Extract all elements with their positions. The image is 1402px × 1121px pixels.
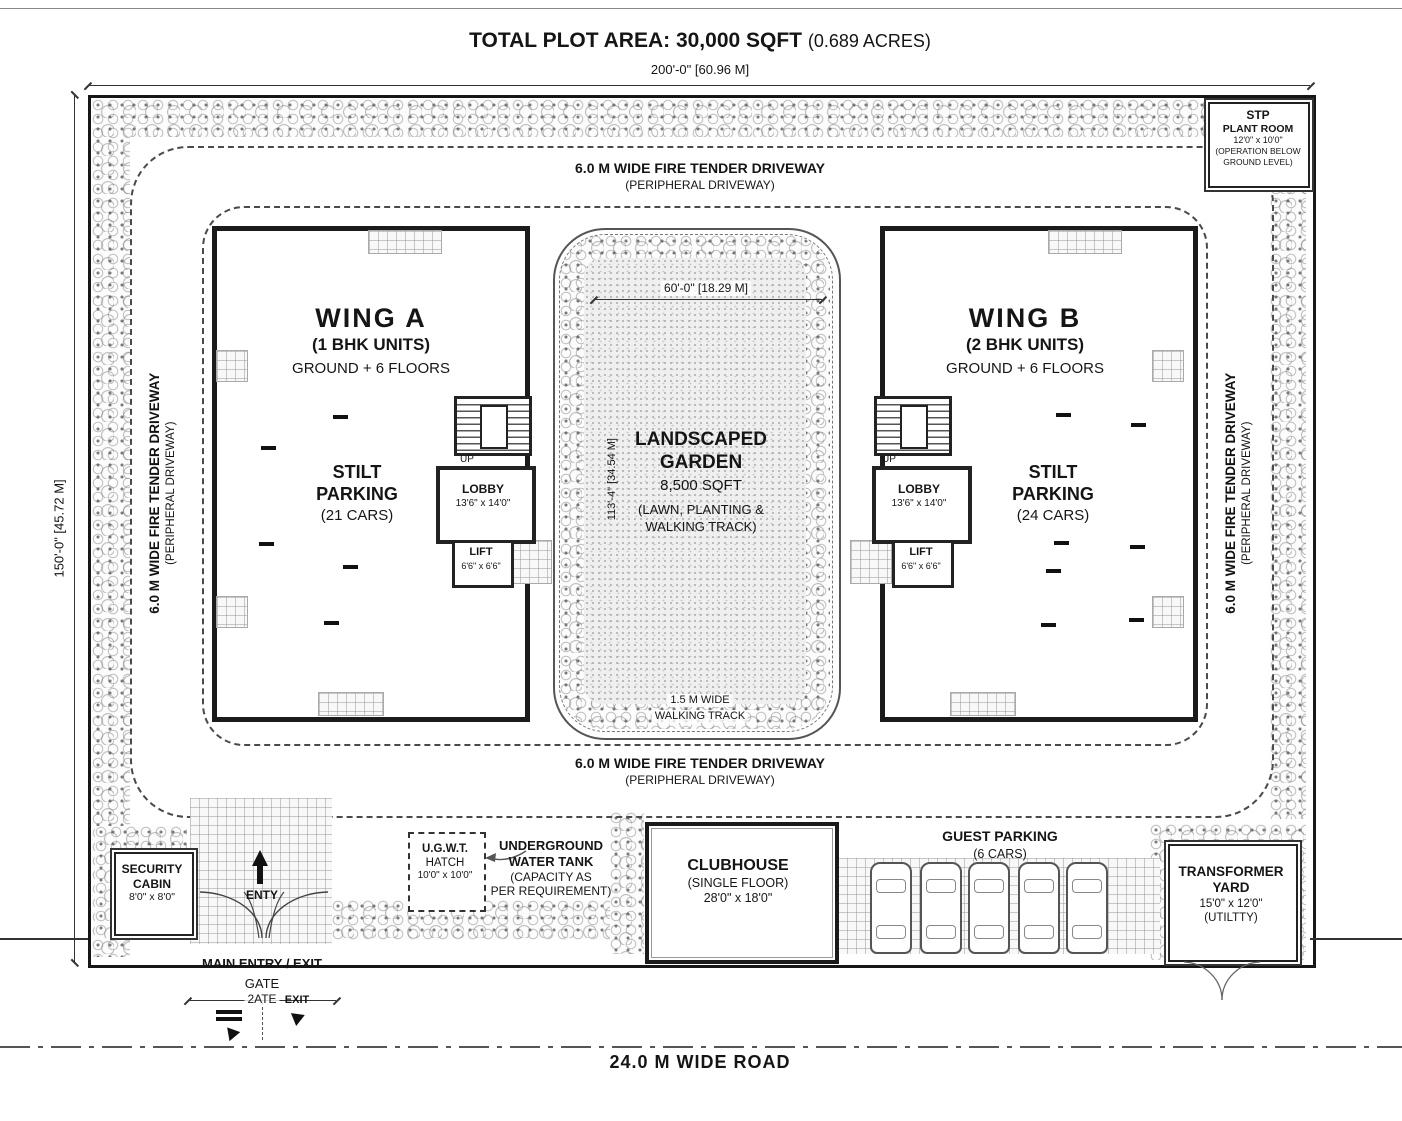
ugwt-line1: U.G.W.T. — [422, 843, 468, 855]
stp-line5: GROUND LEVEL) — [1223, 156, 1293, 167]
parking-dash — [1131, 423, 1146, 427]
parking-dash — [1041, 623, 1056, 627]
transformer-line3: 15'0" x 12'0" — [1199, 897, 1263, 910]
driveway-label-right-line2: (PERIPHERAL DRIVEWAY) — [1240, 421, 1253, 565]
driveway-label-left-line2: (PERIPHERAL DRIVEWAY) — [164, 421, 177, 565]
entry-arrow-icon — [252, 850, 268, 866]
parking-dash — [261, 446, 276, 450]
gate-dimension-text: 2ATE — [244, 992, 279, 1007]
car-rear-window — [926, 925, 956, 939]
garden-area: 8,500 SQFT — [660, 477, 742, 494]
parking-dash — [1129, 618, 1144, 622]
transformer-line4: (UTILTTY) — [1204, 911, 1258, 924]
car-windshield — [1024, 879, 1054, 893]
parking-dash — [1130, 545, 1145, 549]
wing-b-garden-link-paving — [850, 540, 892, 584]
road-centerline — [0, 1046, 1402, 1048]
transformer-line1: TRANSFORMER — [1178, 864, 1284, 879]
walking-track-label-line1: 1.5 M WIDE — [667, 694, 732, 707]
road-label: 24.0 M WIDE ROAD — [595, 1052, 804, 1074]
security-line1: SECURITY — [121, 862, 183, 876]
wing-b-lift-label: LIFT — [909, 546, 933, 558]
transformer-label — [1179, 864, 1284, 925]
title-bold: TOTAL PLOT AREA: 30,000 SQFT — [469, 29, 803, 52]
transformer-line2: YARD — [1212, 880, 1250, 896]
car-windshield — [1072, 879, 1102, 893]
parking-dash — [1056, 413, 1071, 417]
exit-direction-icon — [289, 1013, 305, 1027]
entry-label: ENTY — [245, 888, 279, 902]
wing-b-parking-line1: STILT — [1028, 462, 1078, 482]
plot-height-dimension-line — [74, 95, 75, 962]
parking-dash — [259, 542, 274, 546]
wing-a-lift-label: LIFT — [469, 546, 493, 558]
stp-label — [1215, 108, 1300, 167]
wing-b-lobby-label: LOBBY — [898, 482, 940, 496]
wing-a-left-hatch-2 — [216, 596, 248, 628]
tree-belt-right — [1270, 99, 1306, 819]
driveway-sublabel-bottom: (PERIPHERAL DRIVEWAY) — [625, 773, 775, 787]
wing-a-top-notch-paving — [368, 230, 442, 254]
wing-a-stair-landing — [480, 405, 508, 449]
driveway-label-top: 6.0 M WIDE FIRE TENDER DRIVEWAY — [575, 160, 825, 176]
garden-height-dimension: 113'-4" [34.54 M] — [605, 438, 618, 521]
garden-sub-line2: WALKING TRACK) — [645, 519, 757, 534]
stp-line1: STP — [1246, 108, 1270, 122]
plot-width-dimension-line — [88, 85, 1310, 86]
guest-parking-label: GUEST PARKING — [942, 828, 1058, 844]
ugwt-label — [418, 842, 473, 882]
clubhouse-label — [687, 856, 788, 906]
parking-dash — [1046, 569, 1061, 573]
wing-a-name: WING A — [315, 303, 427, 333]
wing-b-top-notch-paving — [1048, 230, 1122, 254]
stp-line3: 12'0" x 10'0" — [1233, 135, 1283, 146]
wing-b-floors: GROUND + 6 FLOORS — [946, 360, 1104, 377]
wing-b-up-label: UP — [882, 454, 896, 465]
plot-width-dimension: 200'-0" [60.96 M] — [650, 62, 750, 77]
gate-centerline — [262, 1002, 263, 1040]
wing-a-parking-line1: STILT — [332, 462, 382, 482]
sheet-border-top — [0, 8, 1402, 9]
wing-a-parking-count: (21 CARS) — [320, 507, 394, 524]
uwt-note1: UNDERGROUND — [499, 838, 603, 853]
plot-height-dimension: 150'-0" [45.72 M] — [51, 479, 67, 578]
garden-title-line1: LANDSCAPED — [635, 429, 767, 450]
wing-b-right-hatch-1 — [1152, 350, 1184, 382]
wing-b-right-hatch-2 — [1152, 596, 1184, 628]
wing-a-lobby-size: 13'6" x 14'0" — [455, 498, 511, 509]
wing-b-name: WING B — [968, 303, 1082, 333]
car-rear-window — [974, 925, 1004, 939]
garden-title-line2: GARDEN — [659, 452, 743, 473]
uwt-note2: WATER TANK — [508, 853, 594, 869]
wing-b-lift-size: 6'6" x 6'6" — [901, 561, 941, 571]
wing-a-floors: GROUND + 6 FLOORS — [292, 360, 450, 377]
driveway-label-left-line1: 6.0 M WIDE FIRE TENDER DRIVEWAY — [146, 372, 162, 614]
entry-direction-icon — [222, 1023, 240, 1041]
underground-water-tank-note — [491, 838, 612, 899]
tree-belt-top — [92, 99, 1204, 137]
road-edge-right — [1310, 938, 1402, 940]
wing-a-lobby-label: LOBBY — [462, 482, 504, 496]
parking-dash — [1054, 541, 1069, 545]
clubhouse-line1: CLUBHOUSE — [687, 857, 789, 874]
page-title — [469, 28, 931, 54]
wing-a-units: (1 BHK UNITS) — [311, 335, 431, 354]
car-icon — [920, 862, 962, 954]
driveway-sublabel-top: (PERIPHERAL DRIVEWAY) — [625, 178, 775, 192]
guest-parking-count: (6 CARS) — [973, 847, 1027, 861]
ugwt-line3: 10'0" x 10'0" — [417, 870, 473, 882]
clubhouse-line2: (SINGLE FLOOR) — [687, 875, 789, 890]
wing-b-stair-landing — [900, 405, 928, 449]
driveway-label-left — [146, 313, 178, 673]
garden-sub-line1: (LAWN, PLANTING & — [638, 502, 764, 517]
garden-width-dimension-line — [594, 299, 822, 300]
ugwt-line2: HATCH — [425, 857, 465, 870]
clubhouse-line3: 28'0" x 18'0" — [703, 890, 773, 905]
security-cabin-label — [122, 862, 183, 904]
parking-dash — [343, 565, 358, 569]
gate-label: GATE — [244, 976, 280, 991]
road-marking-bar — [216, 1017, 242, 1021]
wing-b-parking-count: (24 CARS) — [1016, 507, 1090, 524]
tree-belt-bottom — [332, 900, 642, 940]
security-line2: CABIN — [133, 876, 171, 891]
wing-b-staircase — [874, 396, 952, 456]
stp-line4: (OPERATION BELOW — [1215, 146, 1301, 157]
wing-a-left-hatch-1 — [216, 350, 248, 382]
car-rear-window — [1024, 925, 1054, 939]
main-entry-exit-label: MAIN ENTRY / EXIT — [202, 956, 322, 971]
wing-a-staircase — [454, 396, 532, 456]
walking-track-label-line2: WALKING TRACK — [652, 710, 748, 723]
exit-label: EXIT — [284, 994, 310, 1006]
road-marking-bar — [216, 1010, 242, 1014]
transformer-door-arcs — [1182, 960, 1262, 1002]
title-normal: (0.689 ACRES) — [807, 31, 931, 51]
parking-dash — [333, 415, 348, 419]
wing-a-up-label: UP — [460, 454, 474, 465]
entry-arrow-stem — [257, 866, 263, 884]
car-icon — [968, 862, 1010, 954]
security-size: 8'0" x 8'0" — [129, 891, 175, 904]
wing-b-units: (2 BHK UNITS) — [965, 335, 1085, 354]
wing-a-garden-link-paving — [510, 540, 552, 584]
car-rear-window — [1072, 925, 1102, 939]
car-rear-window — [876, 925, 906, 939]
car-windshield — [974, 879, 1004, 893]
car-icon — [1018, 862, 1060, 954]
car-windshield — [926, 879, 956, 893]
wing-b-lobby-size: 13'6" x 14'0" — [891, 498, 947, 509]
garden-width-dimension: 60'-0" [18.29 M] — [661, 281, 751, 296]
driveway-label-right — [1222, 313, 1254, 673]
car-icon — [870, 862, 912, 954]
driveway-label-right-line1: 6.0 M WIDE FIRE TENDER DRIVEWAY — [1222, 372, 1238, 614]
tree-strip-clubhouse — [610, 812, 644, 954]
wing-a-lift-size: 6'6" x 6'6" — [461, 561, 501, 571]
wing-a-parking-line2: PARKING — [316, 484, 398, 504]
car-windshield — [876, 879, 906, 893]
parking-dash — [324, 621, 339, 625]
driveway-label-bottom: 6.0 M WIDE FIRE TENDER DRIVEWAY — [575, 755, 825, 771]
wing-b-bottom-notch-paving — [950, 692, 1016, 716]
uwt-note3: (CAPACITY AS — [510, 869, 592, 884]
wing-b-parking-line2: PARKING — [1012, 484, 1094, 504]
car-icon — [1066, 862, 1108, 954]
uwt-note4: PER REQUIREMENT) — [490, 884, 612, 899]
stp-line2: PLANT ROOM — [1222, 122, 1294, 135]
wing-a-bottom-notch-paving — [318, 692, 384, 716]
